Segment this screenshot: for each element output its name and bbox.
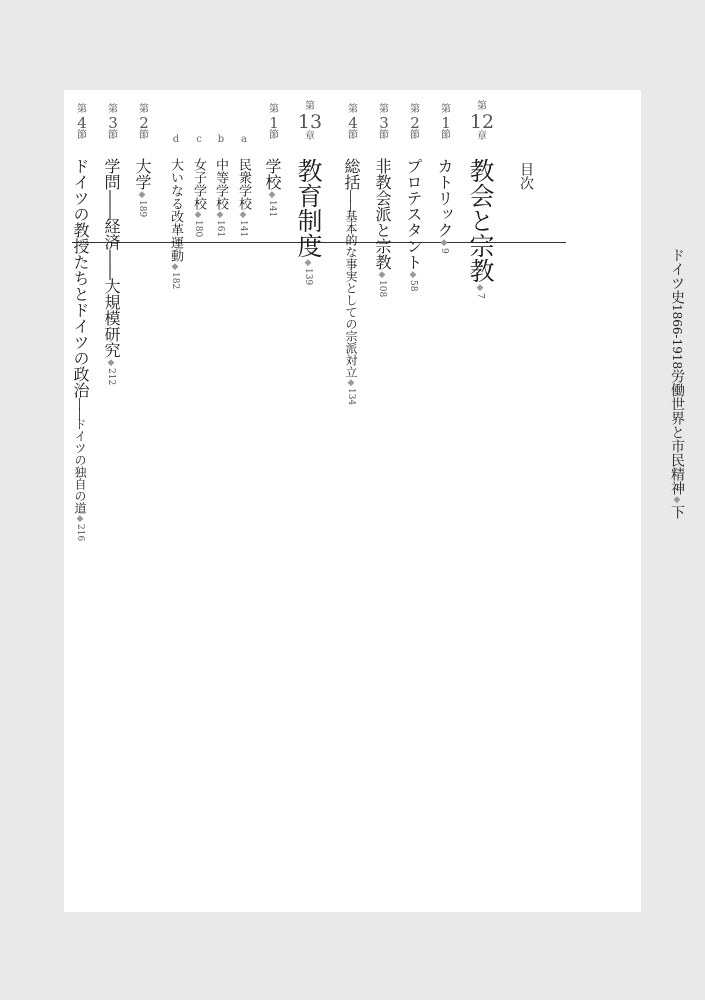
dash: ―― (344, 190, 358, 210)
toc-heading: 目次 (518, 162, 534, 190)
page (64, 90, 685, 912)
diamond-icon: ◆ (137, 190, 147, 200)
subsection-b-title[interactable]: 中等学校◆161 (213, 158, 228, 238)
diamond-icon: ◆ (408, 270, 418, 280)
page-number: 141 (238, 220, 248, 238)
section-subtitle: ドイツの独自の道 (73, 418, 87, 514)
book-title-sub: 労働世界と市民精神 (669, 369, 685, 496)
diamond-icon: ◆ (170, 262, 180, 272)
section-12-2-title[interactable]: プロテスタント◆58 (404, 158, 423, 292)
section-13-4-title[interactable]: ドイツの教授たちとドイツの政治――ドイツの独自の道◆216 (71, 158, 90, 542)
section-12-1-label: 第 1 節 (441, 104, 451, 142)
book-title-volume: 下 (669, 505, 685, 520)
diamond-icon: ◆ (303, 258, 313, 268)
dash: ―― (73, 398, 87, 418)
subsection-a-letter: a (241, 134, 247, 145)
page-number: 108 (377, 280, 387, 298)
page-number: 189 (137, 200, 147, 218)
diamond-icon: ◆ (439, 238, 449, 248)
section-13-4-label: 第 4 節 (77, 104, 87, 142)
section-13-3-label: 第 3 節 (108, 104, 118, 142)
subsection-d-title[interactable]: 大いなる改革運動◆182 (168, 158, 183, 290)
dash: ―― (102, 190, 121, 218)
section-12-4-label: 第 4 節 (348, 104, 358, 142)
page-number: 141 (267, 200, 277, 218)
diamond-icon: ◆ (193, 210, 203, 220)
section-13-1-label: 第 1 節 (269, 104, 279, 142)
page-number: 180 (193, 220, 203, 238)
page-number: 7 (475, 293, 485, 299)
book-title (670, 248, 684, 519)
subsection-c-title[interactable]: 女子学校◆180 (191, 158, 206, 238)
page-number: 182 (170, 272, 180, 290)
book-title-main: ドイツ史 (669, 248, 685, 304)
section-13-1-title[interactable]: 学校◆141 (263, 158, 282, 218)
subsection-a-title[interactable]: 民衆学校◆141 (236, 158, 251, 238)
section-13-2-title[interactable]: 大学◆189 (133, 158, 152, 218)
diamond-icon: ◆ (475, 283, 485, 293)
subsection-d-letter: d (172, 134, 180, 145)
diamond-icon: ◆ (106, 358, 116, 368)
section-subtitle: 基本的な事実としての宗派対立 (344, 210, 358, 378)
diamond-icon: ◆ (238, 210, 248, 220)
page-number: 212 (106, 368, 116, 386)
dash: ―― (102, 250, 121, 278)
section-12-4-title[interactable]: 総括――基本的な事実としての宗派対立◆134 (342, 158, 361, 406)
diamond-icon: ◆ (672, 495, 682, 506)
chapter-13-title[interactable]: 教育制度◆139 (294, 158, 323, 286)
diamond-icon: ◆ (377, 270, 387, 280)
section-12-3-title[interactable]: 非教会派と宗教◆108 (373, 158, 392, 298)
chapter-12-title[interactable]: 教会と宗教◆7 (466, 158, 495, 299)
subsection-b-letter: b (217, 134, 225, 145)
page-number: 58 (408, 280, 418, 292)
diamond-icon: ◆ (267, 190, 277, 200)
diamond-icon: ◆ (215, 210, 225, 220)
page-number: 9 (439, 248, 449, 254)
page-number: 139 (303, 268, 313, 286)
subsection-c-letter: c (196, 134, 202, 145)
page-number: 134 (346, 388, 356, 406)
section-12-1-title[interactable]: カトリック◆9 (435, 158, 454, 254)
page-number: 161 (215, 220, 225, 238)
section-12-3-label: 第 3 節 (379, 104, 389, 142)
page-number: 216 (75, 524, 85, 542)
section-13-2-label: 第 2 節 (139, 104, 149, 142)
chapter-13-label: 第 13 章 (297, 101, 323, 143)
diamond-icon: ◆ (346, 378, 356, 388)
section-12-2-label: 第 2 節 (410, 104, 420, 142)
diamond-icon: ◆ (75, 514, 85, 524)
book-title-years: 1866-1918 (670, 304, 684, 370)
chapter-12-label: 第 12 章 (469, 101, 495, 143)
section-13-3-title[interactable]: 学問――経済――大規模研究◆212 (102, 158, 121, 386)
